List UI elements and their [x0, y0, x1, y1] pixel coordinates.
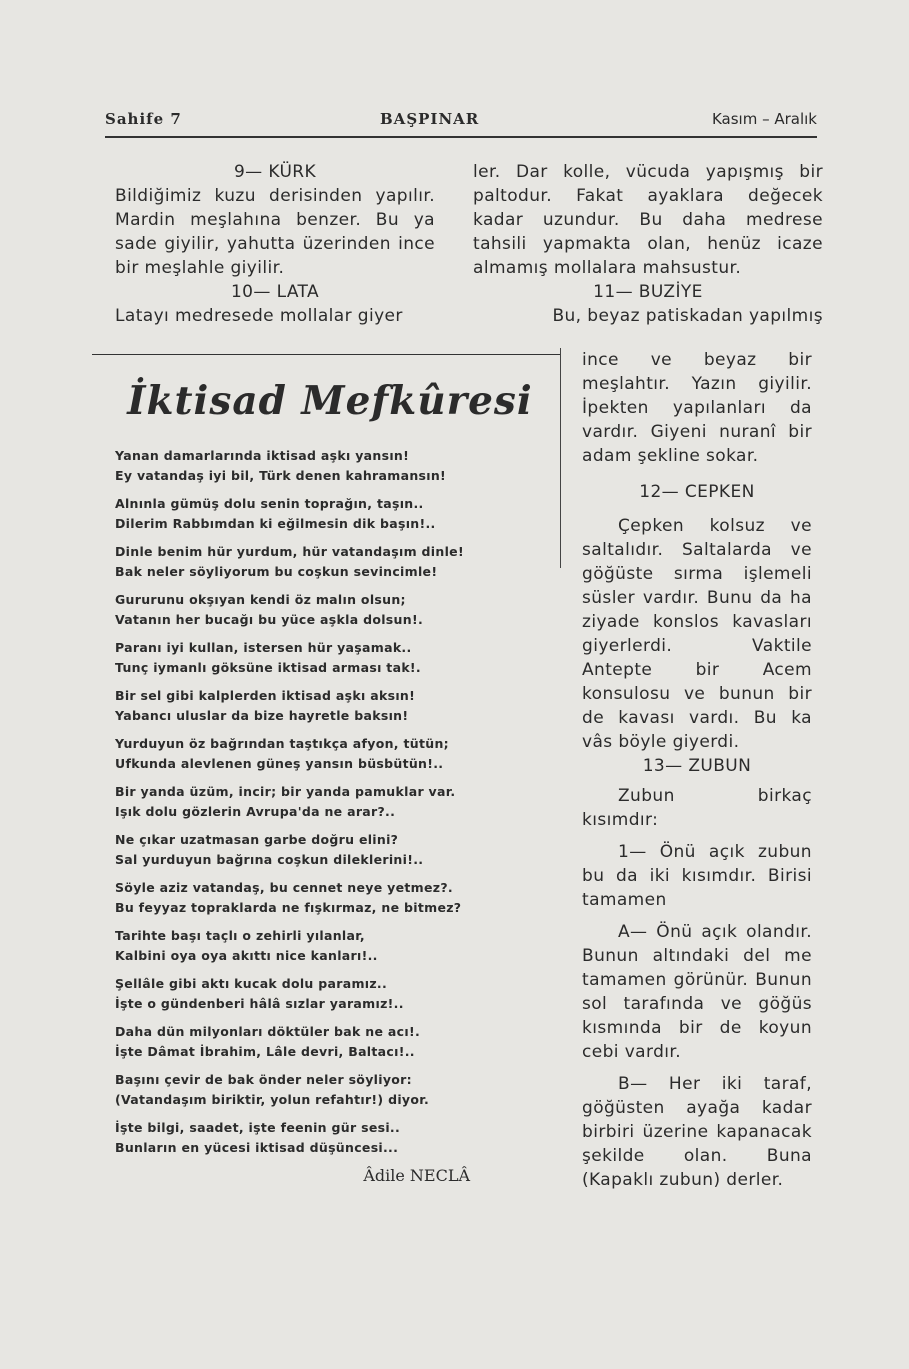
- poem-stanza: [115, 830, 545, 869]
- poem-stanzas: [115, 446, 545, 1157]
- poem-line: Gururunu okşıyan kendi öz malın olsun;: [115, 592, 406, 607]
- poem-line: Alnınla gümüş dolu senin toprağın, taşın..: [115, 496, 424, 511]
- poem-line: Ne çıkar uzatmasan garbe doğru elini?: [115, 832, 399, 847]
- issue-date: Kasım – Aralık: [711, 110, 817, 128]
- poem-title: İktisad Mefkûresi: [127, 378, 533, 424]
- poem-line: İşte bilgi, saadet, işte feenin gür sesi..: [115, 1120, 401, 1135]
- poem-stanza: [115, 734, 545, 773]
- poem-line: Bir yanda üzüm, incir; bir yanda pamuklar var.: [115, 784, 456, 799]
- poem-line: Daha dün milyonları döktüler bak ne acı!.: [115, 1024, 420, 1039]
- poem-line: Bir sel gibi kalplerden iktisad aşkı aksın!: [115, 688, 416, 703]
- poem-stanza: [115, 1118, 545, 1157]
- poem-stanza: [115, 638, 545, 677]
- poem-stanza: [115, 926, 545, 965]
- paragraph-buziye: ince ve beyaz bir meşlahtır. Yazın giyilir. İpekten yapılanları da vardır. Giyeni nuranî bir adam şekline sokar.: [582, 350, 812, 466]
- paragraph-zubun-intro: Zubun birkaç kısımdır:: [582, 786, 812, 830]
- page-number: Sahife 7: [105, 110, 182, 128]
- poem-line: Söyle aziz vatandaş, bu cennet neye yetmez?.: [115, 880, 453, 895]
- publication-title: BAŞPINAR: [380, 110, 480, 128]
- poem-stanza: [115, 1022, 545, 1061]
- poem-line: Dinle benim hür yurdum, hür vatandaşım dinle!: [115, 544, 464, 559]
- section-heading-zubun: 13— ZUBUN: [642, 756, 752, 776]
- right-top-column: [473, 160, 823, 328]
- poem-line: Bunların en yücesi iktisad düşüncesi...: [115, 1139, 399, 1155]
- paragraph-cepken: Çepken kolsuz ve saltalıdır. Saltalarda ve göğüste sırma işlemeli süsler vardır. Bunu da ha ziyade konslos kavasları giyerlerdi. Vaktile Antepte bir Acem konsulosu ve bunun bir de kavası vardı. Bu ka vâs böyle giyerdi.: [582, 516, 812, 752]
- poem-line: Yurduyun öz bağrından taştıkça afyon, tütün;: [115, 736, 449, 751]
- paragraph-zubun-a: A— Önü açık olandır. Bunun altındaki del me tamamen görünür. Bunun sol tarafında ve göğüs kısmında bir de koyun cebi vardır.: [582, 922, 812, 1062]
- left-top-column: [115, 160, 435, 328]
- poem-line: Bu feyyaz topraklarda ne fışkırmaz, ne bitmez?: [115, 899, 462, 915]
- paragraph-lata: Latayı medresede mollalar giyer: [115, 306, 403, 326]
- paragraph-zubun-b: B— Her iki taraf, göğüsten ayağa kadar birbiri üzerine kapanacak şekilde olan. Buna (Kapaklı zubun) derler.: [582, 1074, 812, 1190]
- poem-line: İşte o gündenberi hâlâ sızlar yaramız!..: [115, 995, 404, 1011]
- poem-line: Işık dolu gözlerin Avrupa'da ne arar?..: [115, 803, 396, 819]
- section-heading-lata: 10— LATA: [230, 282, 320, 302]
- poem-line: Şellâle gibi aktı kucak dolu paramız..: [115, 976, 388, 991]
- poem-line: Kalbini oya oya akıttı nice kanları!..: [115, 947, 378, 963]
- poem-line: Sal yurduyun bağrına coşkun dileklerini!..: [115, 851, 424, 867]
- poem-line: Vatanın her bucağı bu yüce aşkla dolsun!.: [115, 611, 423, 627]
- paragraph-kurk: Bildiğimiz kuzu derisinden yapılır. Mardin meşlahına benzer. Bu ya sade giyilir, yahutta üzerinden ince bir meşlahle giyilir.: [115, 186, 435, 278]
- poem-line: Paranı iyi kullan, istersen hür yaşamak..: [115, 640, 412, 655]
- poem-stanza: [115, 494, 545, 533]
- poem-line: Tarihte başı taçlı o zehirli yılanlar,: [115, 928, 365, 943]
- column-divider: [560, 348, 561, 568]
- poem-line: Dilerim Rabbımdan ki eğilmesin dik başın!..: [115, 515, 436, 531]
- poem-stanza: [115, 974, 545, 1013]
- poem-divider: [92, 354, 560, 355]
- header-rule: [105, 136, 817, 138]
- poem: [115, 378, 545, 1185]
- poem-stanza: [115, 542, 545, 581]
- paragraph-buziye-start: Bu, beyaz patiskadan yapılmış: [552, 306, 823, 326]
- poem-line: Ey vatandaş iyi bil, Türk denen kahramansın!: [115, 467, 447, 483]
- poem-line: İşte Dâmat İbrahim, Lâle devri, Baltacı!..: [115, 1043, 415, 1059]
- right-body-column: [582, 348, 812, 1192]
- section-heading-buziye: 11— BUZİYE: [593, 282, 703, 302]
- poem-stanza: [115, 446, 545, 485]
- poem-line: Başını çevir de bak önder neler söyliyor:: [115, 1072, 412, 1087]
- poem-stanza: [115, 590, 545, 629]
- paragraph-zubun-1: 1— Önü açık zubun bu da iki kısımdır. Birisi tamamen: [582, 842, 812, 910]
- poem-stanza: [115, 686, 545, 725]
- poem-stanza: [115, 1070, 545, 1109]
- poem-line: Yabancı uluslar da bize hayretle baksın!: [115, 707, 409, 723]
- poem-line: Tunç iymanlı göksüne iktisad arması tak!.: [115, 659, 421, 675]
- poem-line: Bak neler söyliyorum bu coşkun sevincimle!: [115, 563, 438, 579]
- poem-stanza: [115, 782, 545, 821]
- poem-author: Âdile NECLÂ: [363, 1166, 470, 1185]
- poem-line: Ufkunda alevlenen güneş yansın büsbütün!..: [115, 755, 444, 771]
- page-header: [105, 110, 817, 136]
- section-heading-cepken: 12— CEPKEN: [639, 482, 755, 502]
- poem-stanza: [115, 878, 545, 917]
- poem-line: (Vatandaşım biriktir, yolun refahtır!) diyor.: [115, 1091, 429, 1107]
- section-heading-kurk: 9— KÜRK: [233, 162, 317, 182]
- paragraph-continuation: ler. Dar kolle, vücuda yapışmış bir paltodur. Fakat ayaklara değecek kadar uzundur. Bu daha medrese tahsili yapmakta olan, henüz icaze almamış mollalara mahsustur.: [473, 162, 823, 278]
- poem-line: Yanan damarlarında iktisad aşkı yansın!: [115, 448, 410, 463]
